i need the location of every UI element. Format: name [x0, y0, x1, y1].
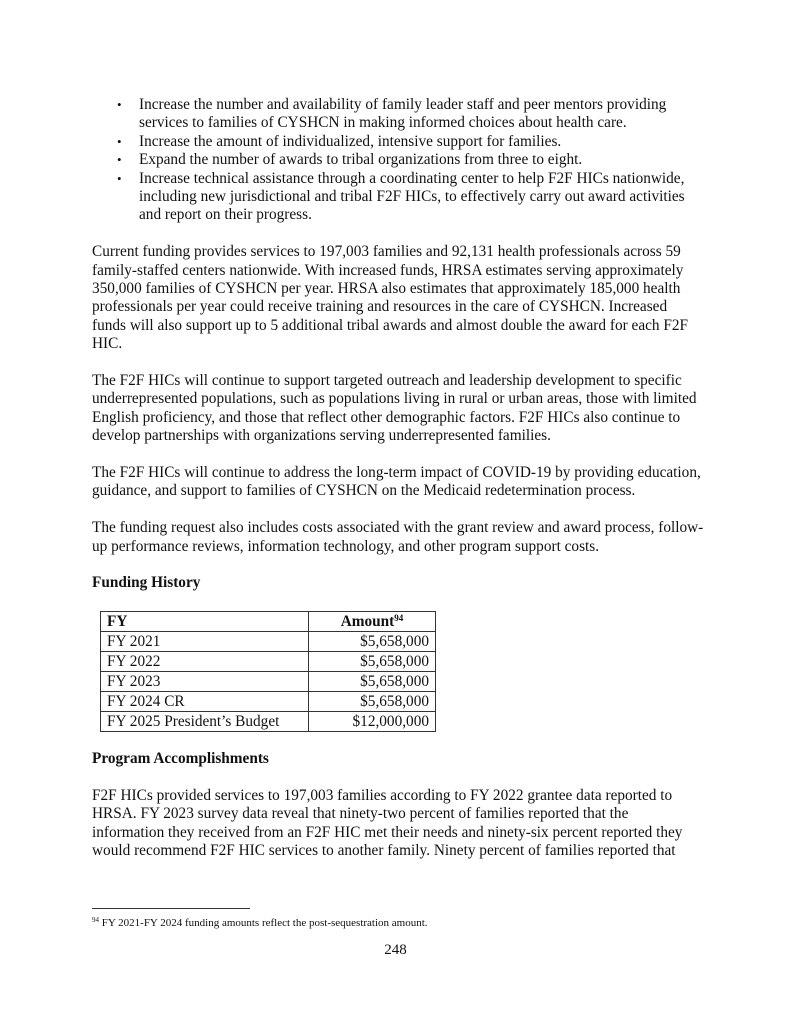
column-header-amount — [309, 612, 436, 632]
footnote-ref[interactable]: 94 — [394, 613, 404, 624]
fy-cell: FY 2022 — [101, 652, 309, 672]
bullet-text: Increase the amount of individualized, intensive support for families. — [139, 132, 562, 150]
bullet-item — [92, 170, 704, 225]
table-row — [101, 632, 436, 652]
amount-cell: $12,000,000 — [309, 712, 436, 732]
page-number: 248 — [384, 942, 407, 958]
fy-cell: FY 2023 — [101, 672, 309, 692]
amount-cell: $5,658,000 — [309, 672, 436, 692]
bullet-item — [92, 151, 704, 169]
funding-history-heading: Funding History — [92, 574, 201, 592]
table-row — [101, 652, 436, 672]
bullet-icon: • — [117, 97, 122, 112]
funding-history-table — [100, 611, 436, 732]
footnote-divider — [92, 908, 250, 909]
bullet-text: Increase the number and availability of family leader staff and peer mentors providing services to families of CYSHCN in making informed choices about health care. — [139, 96, 667, 132]
paragraph-covid: The F2F HICs will continue to address the long-term impact of COVID-19 by providing education, guidance, and support to families of CYSHCN on the Medicaid redetermination process. — [92, 464, 701, 500]
paragraph-outreach: The F2F HICs will continue to support targeted outreach and leadership development to specific underrepresented populations, such as populations living in rural or urban areas, those with limited English proficiency, and those that reflect other demographic factors. F2F HICs also continue to develop partnerships with organizations serving underrepresented families. — [92, 372, 697, 445]
amount-cell: $5,658,000 — [309, 632, 436, 652]
footnote-number: 94 — [92, 916, 99, 924]
document-page — [92, 96, 704, 879]
bullet-item — [92, 96, 704, 133]
bullet-text: Increase technical assistance through a coordinating center to help F2F HICs nationwide, including new jurisdictional and tribal F2F HICs, to effectively carry out award activities and report on their progress. — [139, 169, 685, 224]
bullet-icon: • — [117, 133, 122, 149]
amount-cell: $5,658,000 — [309, 692, 436, 712]
program-accomplishments-heading: Program Accomplishments — [92, 750, 269, 768]
table-row — [101, 692, 436, 712]
bullet-text: Expand the number of awards to tribal organizations from three to eight. — [139, 151, 583, 169]
bullet-icon: • — [117, 152, 122, 168]
column-header-fy: FY — [101, 612, 309, 632]
paragraph-accomplishments: F2F HICs provided services to 197,003 families according to FY 2022 grantee data reported to HRSA. FY 2023 survey data reveal that ninety-two percent of families reported that the information they received from an F2F HIC met their needs and ninety-six percent reported they would recommend F2F HIC services to another family. Ninety percent of families reported that — [92, 787, 683, 860]
paragraph-support-costs: The funding request also includes costs associated with the grant review and award process, follow-up performance reviews, information technology, and other program support costs. — [92, 519, 704, 555]
table-header-row — [101, 612, 436, 632]
fy-cell: FY 2025 President’s Budget — [101, 712, 309, 732]
bullet-item — [92, 133, 704, 151]
amount-cell: $5,658,000 — [309, 652, 436, 672]
paragraph-current-funding: Current funding provides services to 197,003 families and 92,131 health professionals across 59 family-staffed centers nationwide. With increased funds, HRSA estimates serving approximately 350,000 families of CYSHCN per year. HRSA also estimates that approximately 185,000 health professionals per year could receive training and resources in the care of CYSHCN. Increased funds will also support up to 5 additional tribal awards and almost double the award for each F2F HIC. — [92, 243, 689, 353]
bullet-list — [92, 96, 704, 225]
table-row — [101, 672, 436, 692]
table-row — [101, 712, 436, 732]
bullet-icon: • — [117, 170, 122, 186]
fy-cell: FY 2024 CR — [101, 692, 309, 712]
amount-label: Amount — [340, 613, 395, 631]
fy-cell: FY 2021 — [101, 632, 309, 652]
footnote — [92, 916, 428, 930]
footnote-text: FY 2021-FY 2024 funding amounts reflect the post-sequestration amount. — [101, 917, 428, 929]
